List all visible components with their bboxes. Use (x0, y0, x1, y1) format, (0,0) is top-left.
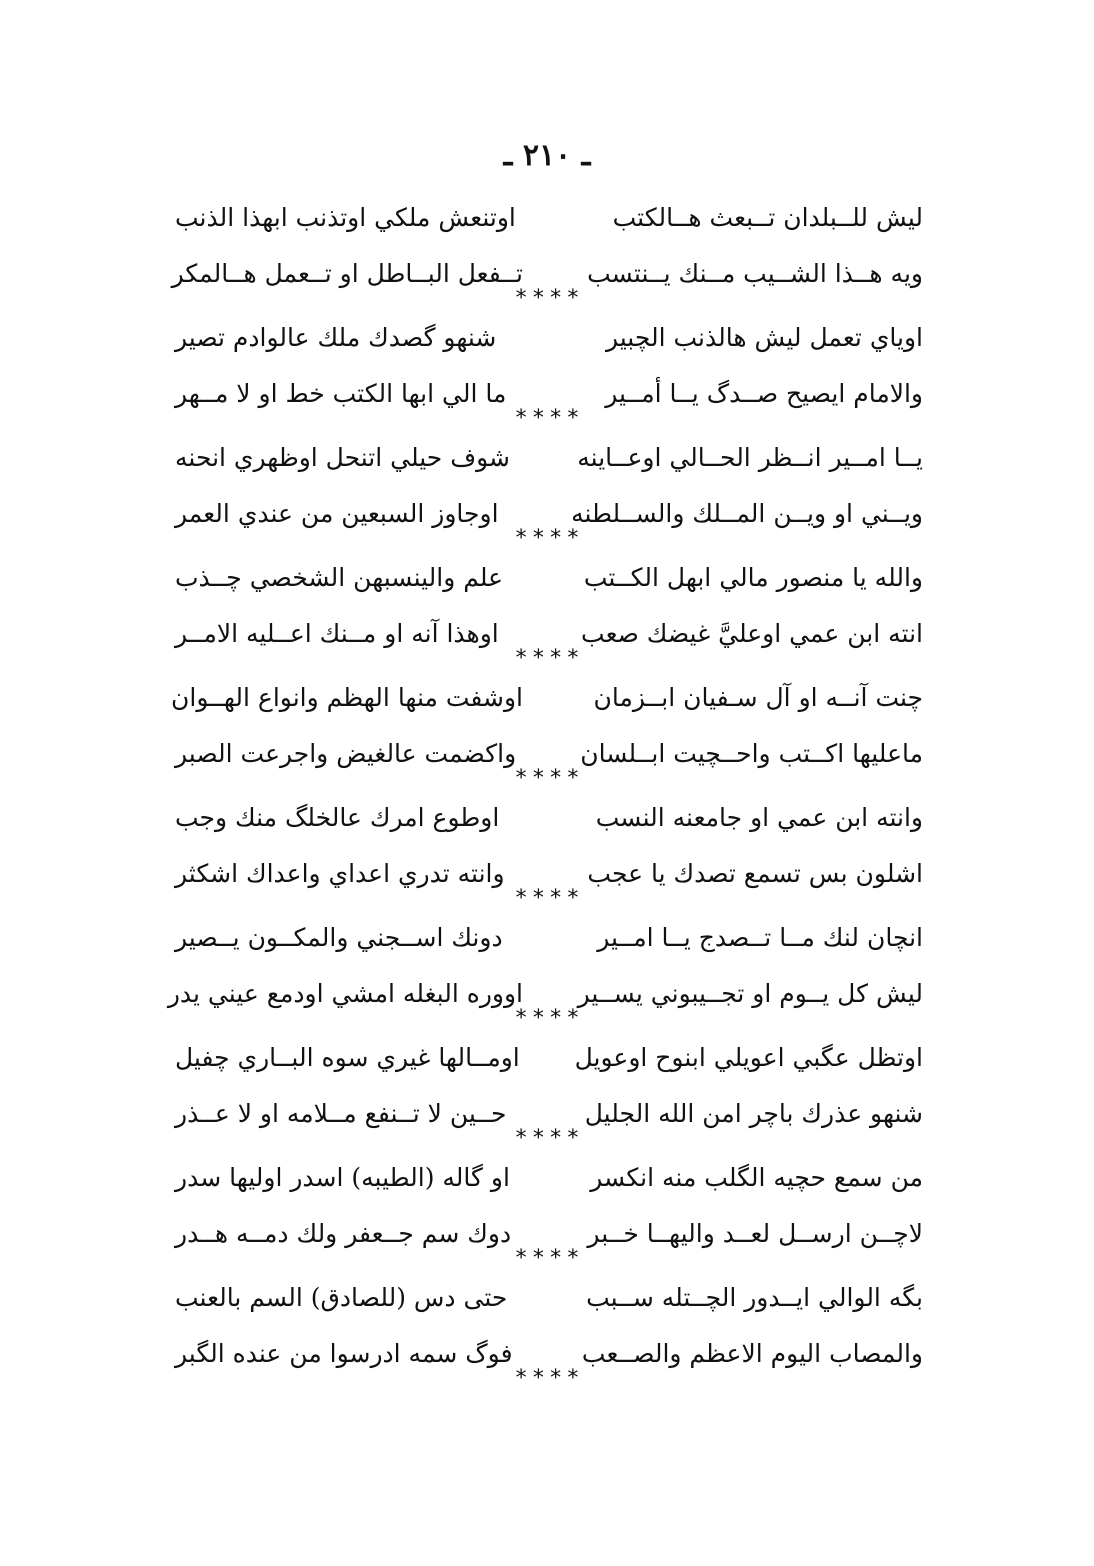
verse-second-hemistich: علم والينسبهن الشخصي چــذب (175, 563, 504, 592)
verse-first-hemistich: ليش كل يــوم او تجــيبوني يســير (577, 979, 923, 1008)
verse-first-hemistich: لاچــن ارســل لعــد واليهــا خــبر (587, 1219, 923, 1248)
verse-first-hemistich: ليش للــبلدان تــبعث هــالكتب (612, 203, 923, 232)
stanza-divider: **** (514, 1006, 584, 1031)
verse-second-hemistich: دوك سم جــعفر ولك دمــه هــدر (175, 1219, 512, 1248)
poem-body (167, 190, 923, 1391)
stanza-divider: **** (514, 886, 584, 911)
verse-second-hemistich: ما الي ابها الكتب خط او لا مــهر (175, 379, 507, 408)
verse-line (175, 310, 923, 366)
verse-second-hemistich: تــفعل البــاطل او تــعمل هــالمكر (171, 259, 523, 288)
verse-second-hemistich: اوتنعش ملكي اوتذنب ابهذا الذنب (175, 203, 516, 232)
verse-second-hemistich: دونك اســجني والمكــون يــصير (175, 923, 503, 952)
verse-first-hemistich: ويــني او ويــن المــلك والســلطنه (571, 499, 923, 528)
verse-line (175, 550, 923, 606)
stanza-divider: **** (514, 646, 584, 671)
verse-first-hemistich: والله يا منصور مالي ابهل الكــتب (583, 563, 923, 592)
verse-first-hemistich: چنت آنــه او آل سـفيان ابــزمان (593, 683, 923, 712)
stanza-divider: **** (514, 286, 584, 311)
page-number: ـ ٢١٠ ـ (503, 138, 591, 173)
verse-first-hemistich: بگه الوالي ايــدور الچــتله ســبب (586, 1283, 923, 1312)
stanza-divider: **** (514, 406, 584, 431)
verse-first-hemistich: يــا امــير انــظر الحــالي اوعــاينه (577, 443, 923, 472)
verse-second-hemistich: فوگ سمه ادرسوا من عنده الگبر (175, 1339, 513, 1368)
verse-second-hemistich: اوهذا آنه او مــنك اعــليه الامــر (175, 619, 499, 648)
verse-line (175, 1270, 923, 1326)
verse-line (175, 430, 923, 486)
stanza-divider: **** (514, 766, 584, 791)
verse-second-hemistich: شنهو گصدك ملك عالوادم تصير (175, 323, 497, 352)
verse-first-hemistich: اوياي تعمل ليش هالذنب الچبير (605, 323, 923, 352)
stanza-divider: **** (514, 1366, 584, 1391)
verse-second-hemistich: اووره البغله امشي اودمع عيني يدر (167, 979, 523, 1008)
verse-first-hemistich: والامام ايصيح صــدگ يــا أمــير (605, 379, 923, 408)
verse-line (175, 1030, 923, 1086)
verse-first-hemistich: انچان لنك مــا تــصدج يــا امــير (597, 923, 923, 952)
verse-second-hemistich: اوطوع امرك عالخلگ منك وجب (175, 803, 500, 832)
verse-first-hemistich: ويه هــذا الشــيب مــنك يــنتسب (587, 259, 923, 288)
verse-second-hemistich: اوجاوز السبعين من عندي العمر (175, 499, 499, 528)
verse-first-hemistich: انته ابن عمي اوعليَّ غيضك صعب (581, 619, 923, 648)
stanza-divider: **** (514, 526, 584, 551)
stanza-divider: **** (514, 1246, 584, 1271)
verse-first-hemistich: اوتظل عگبي اعويلي ابنوح اوعويل (574, 1043, 923, 1072)
verse-second-hemistich: وانته تدري اعداي واعداك اشكثر (175, 859, 505, 888)
verse-first-hemistich: وانته ابن عمي او جامعنه النسب (595, 803, 923, 832)
verse-second-hemistich: اومــالها غيري سوه البــاري چفيل (175, 1043, 520, 1072)
verse-second-hemistich: حــين لا تــنفع مــلامه او لا عــذر (175, 1099, 507, 1128)
verse-second-hemistich: شوف حيلي اتنحل اوظهري انحنه (175, 443, 510, 472)
verse-first-hemistich: اشلون بس تسمع تصدك يا عجب (587, 859, 923, 888)
stanza-divider: **** (514, 1126, 584, 1151)
verse-first-hemistich: ماعليها اكــتب واحــچيت ابــلسان (580, 739, 923, 768)
verse-second-hemistich: واكضمت عالغيض واجرعت الصبر (175, 739, 517, 768)
verse-line (175, 910, 923, 966)
verse-second-hemistich: اوشفت منها الهظم وانواع الهــوان (171, 683, 523, 712)
verse-first-hemistich: من سمع حچيه الگلب منه انكسر (590, 1163, 923, 1192)
verse-line (175, 190, 923, 246)
verse-second-hemistich: او گاله (الطيبه) اسدر اوليها سدر (175, 1163, 510, 1192)
verse-line (175, 1150, 923, 1206)
verse-first-hemistich: شنهو عذرك باچر امن الله الجليل (584, 1099, 923, 1128)
verse-line (171, 670, 923, 726)
verse-second-hemistich: حتى دس (للصادق) السم بالعنب (175, 1283, 508, 1312)
verse-first-hemistich: والمصاب اليوم الاعظم والصــعب (581, 1339, 923, 1368)
verse-line (175, 790, 923, 846)
